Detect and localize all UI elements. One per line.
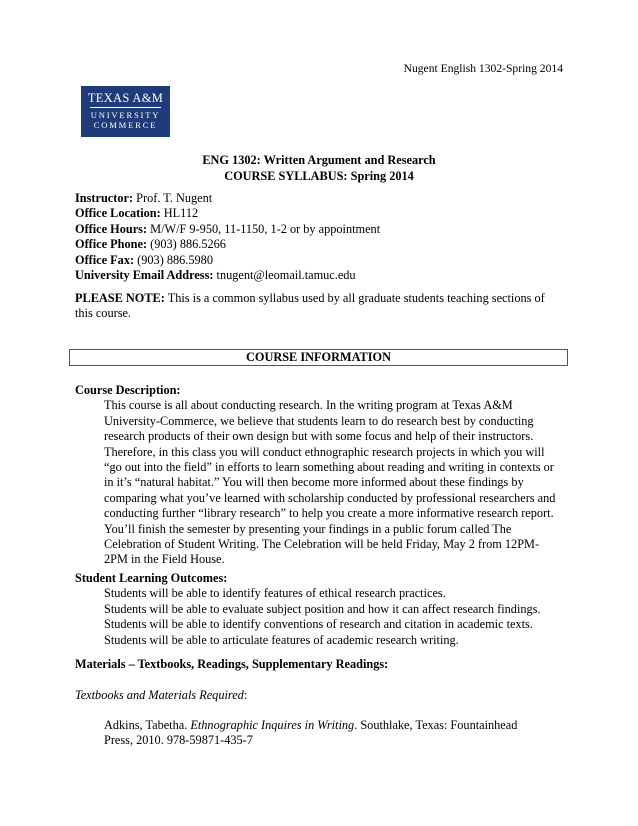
description-line: You’ll finish the semester by presenting your findings in a public forum called The — [104, 521, 512, 536]
description-line: This course is all about conducting research. In the writing program at Texas A&M — [104, 398, 513, 413]
instructor-value: Prof. T. Nugent — [133, 191, 213, 205]
logo-line-1: TEXAS A&M — [87, 91, 164, 105]
instructor-row — [75, 191, 565, 206]
description-line: “go out into the field” in efforts to learn something about reading and writing in contexts or — [104, 460, 554, 475]
phone-label: Office Phone: — [75, 237, 148, 252]
course-description — [75, 383, 570, 568]
office-value: HL112 — [160, 206, 199, 221]
learning-outcomes — [75, 571, 570, 648]
please-note — [75, 291, 563, 322]
logo-line-2: UNIVERSITY — [90, 110, 161, 120]
description-text — [75, 398, 566, 567]
textbook-reference — [75, 718, 574, 749]
hours-label: Office Hours: — [75, 221, 148, 236]
outcomes-heading: Student Learning Outcomes: — [75, 571, 228, 585]
instructor-info — [75, 191, 565, 283]
required-materials-label — [75, 688, 570, 703]
course-header: Nugent English 1302-Spring 2014 — [403, 62, 563, 75]
course-title: ENG 1302: Written Argument and Research — [202, 153, 436, 167]
description-heading: Course Description: — [75, 383, 181, 397]
description-line: University-Commerce, we believe that students learn to do research best by conducting — [104, 413, 534, 428]
fax-row — [75, 253, 565, 268]
university-logo — [81, 86, 170, 137]
reference-publisher: . Southlake, Texas: Fountainhead — [354, 718, 518, 732]
description-line: research products of their own design but with some focus and help of their instructors. — [104, 429, 534, 444]
outcome-item: Students will be able to identify conventions of research and citation in academic texts. — [104, 617, 533, 632]
office-label: Office Location: — [75, 206, 161, 221]
logo-rule — [90, 107, 161, 108]
phone-value: (903) 886.5266 — [147, 237, 226, 252]
email-value: tnugent@leomail.tamuc.edu — [213, 268, 356, 283]
reference-author: Adkins, Tabetha. — [104, 718, 191, 732]
hours-row — [75, 222, 565, 237]
outcome-item: Students will be able to identify features of ethical research practices. — [104, 586, 446, 601]
course-information-banner: COURSE INFORMATION — [69, 349, 568, 366]
note-label: PLEASE NOTE: — [75, 291, 165, 305]
hours-value: M/W/F 9-950, 11-1150, 1-2 or by appointment — [147, 221, 381, 236]
email-row — [75, 268, 565, 283]
reference-title: Ethnographic Inquires in Writing — [190, 718, 355, 732]
office-row — [75, 206, 565, 221]
outcome-item: Students will be able to evaluate subject position and how it can affect research findings. — [104, 601, 541, 616]
email-label: University Email Address: — [75, 268, 214, 283]
description-line: comparing what you’ve learned with scholarship conducted by professional researchers and — [104, 490, 556, 505]
required-label-text: Textbooks and Materials Required — [75, 688, 244, 702]
note-text: This is a common syllabus used by all graduate students teaching sections of this course. — [75, 291, 545, 321]
reference-line-2: Press, 2010. 978-59871-435-7 — [104, 733, 253, 748]
fax-label: Office Fax: — [75, 252, 135, 267]
description-line: Celebration of Student Writing. The Celebration will be held Friday, May 2 from 12PM- — [104, 537, 540, 552]
instructor-label: Instructor: — [75, 191, 134, 205]
description-line: conducting further “library research” to help you create a more informative research report. — [104, 506, 554, 521]
phone-row — [75, 237, 565, 252]
required-label-colon: : — [243, 688, 248, 702]
materials-heading: Materials – Textbooks, Readings, Supplementary Readings: — [75, 657, 389, 671]
reference-line-1 — [104, 718, 574, 733]
description-line: in it’s “natural habitat.” You will then become more informed about these findings by — [104, 475, 524, 490]
syllabus-subtitle: COURSE SYLLABUS: Spring 2014 — [224, 169, 414, 183]
description-line: 2PM in the Field House. — [104, 552, 225, 567]
description-line: Therefore, in this class you will conduct ethnographic research projects in which you will — [104, 444, 545, 459]
logo-line-3: COMMERCE — [93, 120, 158, 130]
syllabus-title — [0, 152, 638, 184]
outcome-item: Students will be able to articulate features of academic research writing. — [104, 632, 459, 647]
fax-value: (903) 886.5980 — [134, 252, 213, 267]
